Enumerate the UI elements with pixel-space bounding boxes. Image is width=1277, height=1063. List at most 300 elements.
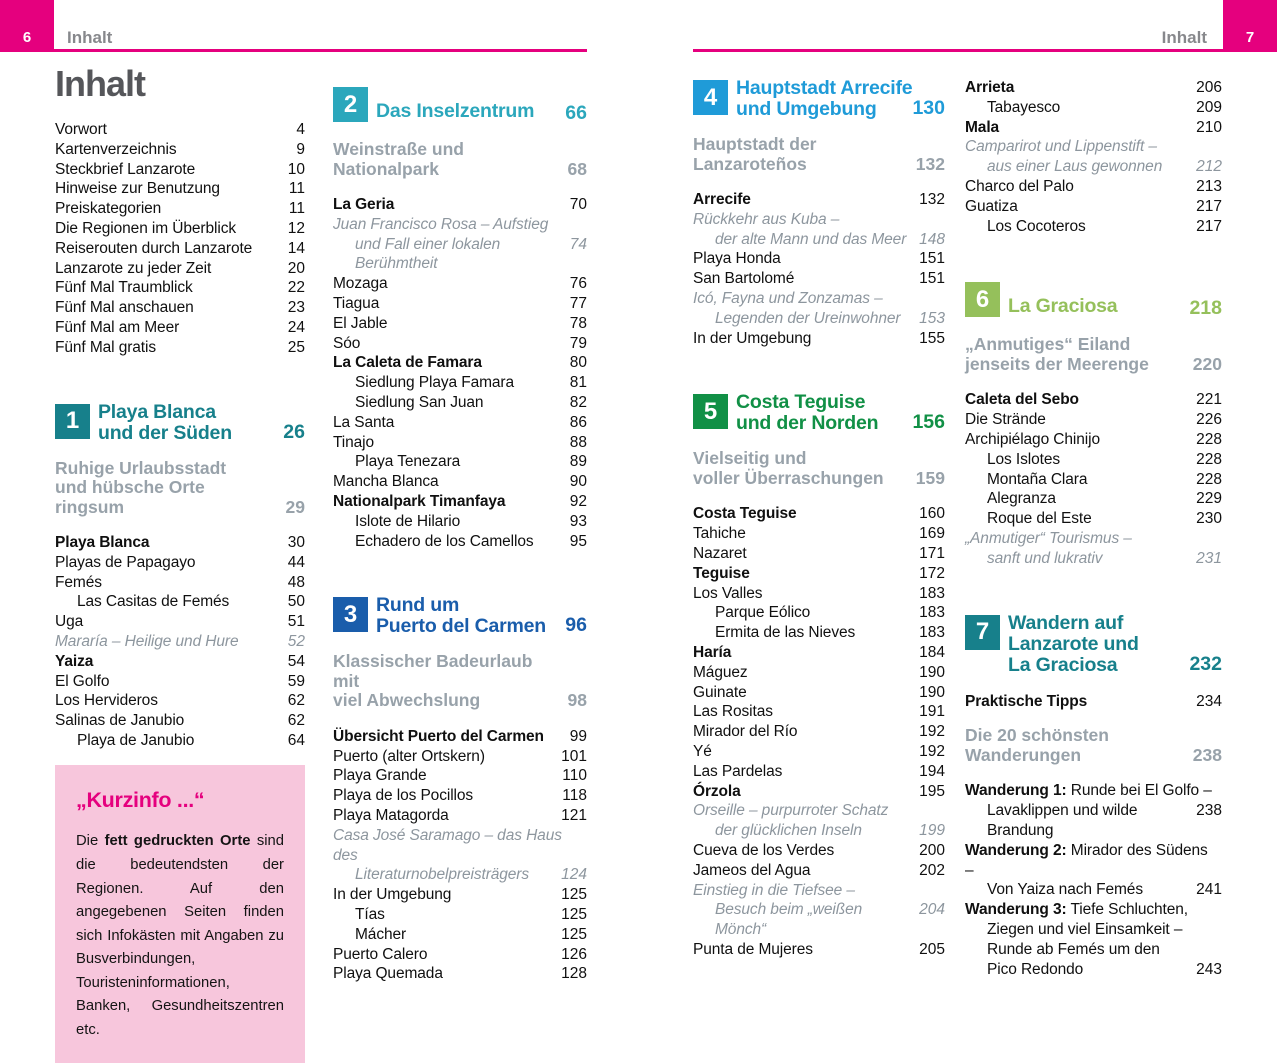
toc-entry-text: Ermita de las Nieves: [715, 624, 856, 642]
toc-entry-page: 25: [287, 338, 305, 356]
toc-entry-label: [965, 78, 1190, 98]
toc-entry-text: der alte Mann und das Meer: [715, 230, 907, 248]
toc-entry-text: Yaiza: [55, 652, 94, 670]
section-page: 26: [283, 420, 305, 443]
toc-entry: [965, 177, 1222, 197]
section-title-line: Costa Teguise: [736, 391, 866, 414]
toc-entry-page: 70: [569, 196, 587, 213]
toc-entry-page: 10: [287, 160, 305, 178]
toc-entry-page: [939, 289, 945, 309]
toc-entry-text: Nationalpark Timanfaya: [333, 492, 506, 510]
toc-entry-text: In der Umgebung: [693, 329, 812, 347]
toc-entry-label: [55, 573, 282, 593]
toc-entry-label: [693, 309, 913, 329]
toc-entry-text: Jameos del Agua: [693, 861, 811, 879]
toc-entry-label: [333, 826, 581, 866]
toc-entry: [333, 472, 587, 492]
section-title-line: Das Inselzentrum: [376, 100, 535, 122]
toc-entry-page: 95: [569, 532, 587, 550]
toc-entry-text: Preiskategorien: [55, 200, 162, 218]
toc-column-1: [55, 60, 305, 1063]
toc-entry: [55, 298, 305, 318]
section-heading: [965, 280, 1222, 320]
toc-entry-label: [693, 643, 913, 663]
toc-entry-page: 217: [1196, 217, 1222, 235]
toc-entry: [333, 512, 587, 532]
toc-entry-label: [965, 470, 1190, 490]
toc-entry-page: 14: [287, 239, 305, 257]
toc-entry-page: 191: [919, 703, 945, 721]
section-subtitle-line: Hauptstadt der Lanzaroteños: [693, 134, 817, 174]
toc-entry-text: Punta de Mujeres: [693, 940, 813, 958]
toc-entry-page: 210: [1196, 118, 1222, 136]
toc-entry-label: [55, 711, 282, 731]
section-subtitle: [965, 335, 1222, 374]
toc-entry-page: 153: [919, 309, 945, 327]
toc-entry: [965, 509, 1222, 529]
section-page: 96: [565, 614, 587, 637]
toc-entry-page: 229: [1196, 490, 1222, 508]
section-number-box: [333, 597, 368, 632]
toc-entry-label: [333, 786, 556, 806]
toc-entry-page: 190: [919, 663, 945, 681]
toc-entry-label: [965, 509, 1190, 529]
toc-entry-label: [693, 663, 913, 683]
section-page: 232: [1189, 652, 1222, 675]
toc-entry-text: Legenden der Ureinwohner: [715, 309, 901, 327]
toc-entry-label: [55, 160, 282, 180]
toc-entry-label: [333, 373, 564, 393]
toc-entry-text: Puerto (alter Ortskern): [333, 747, 485, 765]
toc-entry-label: [693, 742, 913, 762]
toc-entry-page: 199: [919, 822, 945, 840]
toc-entry-page: 241: [1196, 881, 1222, 899]
toc-entry-label: [693, 329, 913, 349]
toc-entry: [333, 274, 587, 294]
toc-entry-page: 11: [288, 200, 305, 218]
toc-entry-label: [965, 692, 1190, 712]
page-number-box-left: [0, 0, 54, 52]
toc-entry-label: [693, 881, 939, 901]
toc-list: [55, 120, 305, 358]
toc-entry-page: [1216, 781, 1222, 801]
toc-entry: [693, 603, 945, 623]
toc-entry-page: 183: [919, 604, 945, 622]
toc-entry-text: Los Hervideros: [55, 692, 158, 710]
toc-entry-label: [55, 278, 282, 298]
toc-entry-page: 221: [1196, 391, 1222, 409]
section-subtitle: [333, 652, 587, 711]
toc-entry-page: [1216, 529, 1222, 549]
toc-list: [965, 781, 1222, 979]
toc-entry-page: [939, 210, 945, 230]
toc-entry-text: Fünf Mal am Meer: [55, 318, 180, 336]
section-heading: [333, 85, 587, 125]
toc-entry-text: Mirador del Río: [693, 723, 798, 741]
toc-entry-page: 90: [569, 473, 587, 491]
toc-entry-label: [693, 623, 913, 643]
toc-entry-label: [333, 806, 555, 826]
toc-entry-label: [693, 603, 913, 623]
toc-entry: [965, 98, 1222, 118]
toc-entry: [55, 140, 305, 160]
toc-entry-text: Sóo: [333, 334, 361, 352]
toc-entry-label: [693, 190, 913, 210]
toc-entry: [55, 160, 305, 180]
toc-column-2: [333, 85, 587, 984]
toc-entry-text: Archipiélago Chinijo: [965, 430, 1100, 448]
toc-entry-label: [333, 747, 555, 767]
section-title: [376, 595, 587, 637]
toc-entry-text: Playa de Janubio: [77, 732, 195, 750]
toc-entry-page: 22: [287, 279, 305, 297]
toc-entry-page: 228: [1196, 470, 1222, 488]
toc-list: [965, 78, 1222, 236]
toc-entry-text: Einstieg in die Tiefsee –: [693, 881, 855, 899]
toc-entry-page: 217: [1196, 197, 1222, 215]
toc-entry-text: Juan Francisco Rosa – Aufstieg: [333, 215, 549, 233]
toc-entry-page: 121: [561, 807, 587, 825]
toc-entry: [55, 592, 305, 612]
toc-entry-text: Mancha Blanca: [333, 473, 439, 491]
toc-entry: [55, 632, 305, 652]
toc-entry-text: Salinas de Janubio: [55, 712, 185, 730]
toc-entry-page: 51: [287, 613, 305, 631]
toc-entry: [55, 278, 305, 298]
toc-list: [693, 504, 945, 959]
toc-entry-label: [965, 529, 1216, 549]
toc-entry: [693, 841, 945, 861]
toc-entry-label: [55, 672, 282, 692]
toc-entry-page: 80: [569, 354, 587, 372]
toc-entry-page: 125: [561, 886, 587, 904]
kurzinfo-body: [76, 830, 284, 1042]
toc-entry: [965, 841, 1222, 881]
toc-entry: [55, 553, 305, 573]
toc-entry-label: [55, 691, 282, 711]
toc-entry: [693, 584, 945, 604]
toc-entry-label: [55, 632, 282, 652]
toc-entry-page: 30: [287, 534, 305, 552]
toc-entry-text: aus einer Laus gewonnen: [987, 158, 1163, 176]
toc-entry-page: 86: [569, 413, 587, 431]
toc-list: [965, 390, 1222, 568]
toc-entry-page: [581, 826, 587, 866]
toc-entry-text: Guinate: [693, 683, 747, 701]
toc-entry-text: Tías: [355, 906, 385, 924]
toc-entry-page: 124: [561, 866, 587, 884]
toc-entry-page: [1216, 940, 1222, 960]
toc-entry-text: Costa Teguise: [693, 505, 797, 523]
toc-entry: [693, 702, 945, 722]
toc-entry-text: Mozaga: [333, 275, 388, 293]
toc-entry-page: 79: [569, 334, 587, 352]
toc-entry-label: [55, 338, 282, 358]
toc-entry-text: Fünf Mal anschauen: [55, 299, 194, 317]
toc-entry-label: [693, 782, 913, 802]
toc-entry-text: La Geria: [333, 196, 395, 213]
toc-entry-page: 11: [288, 180, 305, 198]
toc-entry-text: Playa Quemada: [333, 965, 443, 983]
toc-entry-text: Tiagua: [333, 294, 380, 312]
toc-entry-page: [939, 881, 945, 901]
toc-entry: [693, 940, 945, 960]
toc-entry-text: Cueva de los Verdes: [693, 841, 835, 859]
toc-entry-text: Casa José Saramago – das Haus des: [333, 826, 562, 864]
toc-entry-label: [333, 274, 564, 294]
toc-entry: [693, 762, 945, 782]
toc-entry-label: [333, 512, 564, 532]
toc-entry: [965, 217, 1222, 237]
section-title-line: La Graciosa: [1008, 653, 1118, 676]
toc-entry-page: 125: [561, 925, 587, 943]
toc-list: [333, 727, 587, 984]
toc-entry-label: [55, 731, 282, 751]
toc-entry-page: 206: [1196, 79, 1222, 96]
toc-entry-label: [693, 900, 913, 940]
toc-entry-label: [333, 766, 556, 786]
toc-entry: [965, 390, 1222, 410]
toc-entry-text: Orseille – purpurroter Schatz: [693, 802, 889, 820]
toc-entry-label: [965, 118, 1190, 138]
toc-entry: [333, 786, 587, 806]
toc-entry: [55, 612, 305, 632]
toc-entry-label: [55, 140, 290, 160]
toc-entry-text: Lanzarote zu jeder Zeit: [55, 259, 212, 277]
section-title-line: Rund um: [376, 594, 460, 617]
toc-entry-text: Literaturnobelpreisträgers: [355, 866, 530, 884]
kurzinfo-box: [55, 765, 305, 1063]
toc-entry: [693, 623, 945, 643]
toc-entry-text: Playas de Papagayo: [55, 553, 196, 571]
toc-entry: [55, 120, 305, 140]
toc-list: [333, 195, 587, 551]
toc-entry-label: [333, 945, 555, 965]
header-rule-right: [693, 49, 1277, 52]
toc-entry: [693, 881, 945, 901]
toc-entry-text: San Bartolomé: [693, 270, 795, 288]
toc-entry-text: Mácher: [355, 925, 407, 943]
toc-entry-label: [55, 592, 282, 612]
toc-entry-label: [693, 564, 913, 584]
toc-entry-label: [965, 430, 1190, 450]
toc-entry-page: 52: [287, 633, 305, 651]
toc-entry-label: [693, 210, 939, 230]
toc-entry: [333, 452, 587, 472]
toc-entry-page: 62: [287, 712, 305, 730]
toc-entry: [965, 920, 1222, 940]
kurzinfo-body-segment: fett gedruckten Orte: [104, 833, 251, 850]
toc-entry-label: [333, 393, 564, 413]
toc-entry: [965, 410, 1222, 430]
toc-entry-page: 24: [287, 318, 305, 336]
toc-entry: [55, 672, 305, 692]
toc-entry-page: 190: [919, 683, 945, 701]
toc-entry: [333, 727, 587, 747]
toc-entry-label: [55, 652, 282, 672]
toc-entry-label: [693, 524, 913, 544]
toc-entry-page: 54: [287, 652, 305, 670]
toc-entry-text: Praktische Tipps: [965, 692, 1088, 710]
toc-entry-label: [693, 230, 913, 250]
toc-entry: [333, 393, 587, 413]
section-subtitle-line: jenseits der Meerenge: [965, 353, 1149, 374]
running-header-left: Inhalt: [67, 28, 113, 47]
toc-entry-text: Camparirot und Lippenstift –: [965, 138, 1157, 156]
section-heading: [333, 595, 587, 637]
toc-entry-page: 12: [287, 219, 305, 237]
toc-entry-label: [693, 940, 913, 960]
toc-entry-page: 234: [1196, 692, 1222, 710]
toc-entry-page: 194: [919, 762, 945, 780]
toc-entry-text: Besuch beim „weißen Mönch“: [715, 901, 863, 939]
toc-entry-text: Echadero de los Camellos: [355, 532, 534, 550]
toc-entry: [693, 544, 945, 564]
toc-entry-page: 204: [919, 901, 945, 919]
toc-entry-page: 200: [919, 841, 945, 859]
toc-entry-text: Caleta del Sebo: [965, 391, 1079, 409]
toc-entry: [55, 652, 305, 672]
toc-entry-page: [1216, 841, 1222, 881]
toc-entry: [333, 235, 587, 275]
section-subtitle-page: 159: [915, 467, 945, 488]
toc-entry-text: Tiefe Schluchten,: [1066, 901, 1188, 919]
toc-entry-text: Charco del Palo: [965, 177, 1074, 195]
toc-entry: [693, 663, 945, 683]
toc-entry-page: 228: [1196, 450, 1222, 468]
toc-entry-label: [333, 885, 555, 905]
toc-entry-label: [333, 905, 555, 925]
section-title-line: und der Süden: [98, 421, 232, 444]
toc-entry-text: Alegranza: [987, 490, 1056, 508]
toc-entry-label: [693, 762, 913, 782]
toc-entry-page: 184: [919, 643, 945, 661]
section-number: 5: [703, 397, 718, 425]
toc-entry-text: Nazaret: [693, 544, 747, 562]
toc-entry-label: [333, 433, 564, 453]
toc-entry-label: [693, 841, 913, 861]
toc-entry: [965, 880, 1222, 900]
section-number: 1: [65, 407, 80, 435]
toc-entry-text: La Santa: [333, 413, 395, 431]
toc-entry: [55, 259, 305, 279]
toc-entry-label: [965, 801, 1190, 841]
toc-entry-text: Runde bei El Golfo –: [1066, 782, 1212, 800]
section-subtitle: [693, 135, 945, 174]
toc-entry: [693, 269, 945, 289]
toc-entry: [55, 219, 305, 239]
toc-entry-page: [1216, 900, 1222, 920]
toc-entry-page: [1216, 137, 1222, 157]
toc-entry: [55, 318, 305, 338]
section-heading: [693, 78, 945, 120]
toc-entry-text: Haría: [693, 643, 732, 661]
section-number: 2: [343, 90, 358, 118]
toc-entry-text: Steckbrief Lanzarote: [55, 160, 196, 178]
toc-entry-text: Mararía – Heilige und Hure: [55, 633, 239, 651]
toc-entry-page: 151: [919, 250, 945, 268]
toc-entry-page: 228: [1196, 430, 1222, 448]
toc-entry: [55, 711, 305, 731]
toc-entry: [333, 964, 587, 984]
section-subtitle-page: 132: [915, 153, 945, 174]
toc-entry: [693, 329, 945, 349]
toc-entry-page: 99: [569, 727, 587, 745]
page-number-left: 6: [22, 29, 32, 46]
toc-entry-text: Arrieta: [965, 79, 1015, 96]
toc-entry-page: 209: [1196, 98, 1222, 116]
toc-entry: [693, 821, 945, 841]
toc-entry-text: Montaña Clara: [987, 470, 1088, 488]
section-subtitle-page: 220: [1192, 353, 1222, 374]
section-number-box: [693, 394, 728, 429]
section-subtitle-line: Weinstraße und Nationalpark: [333, 139, 464, 179]
toc-entry-text: Playa Honda: [693, 250, 781, 268]
toc-entry-page: 155: [919, 329, 945, 347]
toc-entry-label: [965, 960, 1190, 980]
section-subtitle-line: viel Abwechslung: [333, 690, 481, 711]
toc-entry-page: 160: [919, 505, 945, 523]
toc-entry-page: 183: [919, 584, 945, 602]
toc-entry: [693, 249, 945, 269]
toc-entry-page: 101: [561, 747, 587, 765]
section-title-line: und der Norden: [736, 412, 879, 435]
toc-entry-label: [55, 533, 282, 553]
toc-entry-page: [1216, 920, 1222, 940]
toc-entry-page: 243: [1196, 960, 1222, 978]
contents-title: Inhalt: [55, 63, 145, 104]
toc-entry-text: Puerto Calero: [333, 945, 428, 963]
toc-entry: [333, 826, 587, 866]
toc-entry-page: 62: [287, 692, 305, 710]
toc-entry: [55, 338, 305, 358]
toc-entry-text: Fünf Mal gratis: [55, 338, 157, 356]
toc-entry: [693, 210, 945, 230]
toc-entry-text: Tinajo: [333, 433, 375, 451]
toc-entry-page: 118: [562, 787, 587, 805]
toc-entry-label: [55, 298, 282, 318]
toc-entry-label: [333, 235, 564, 275]
toc-entry-page: 192: [919, 742, 945, 760]
toc-entry: [333, 492, 587, 512]
toc-entry: [333, 334, 587, 354]
toc-entry-text: Los Islotes: [987, 450, 1060, 468]
toc-entry: [333, 433, 587, 453]
header-rule-left: [0, 49, 587, 52]
toc-entry-page: 48: [287, 573, 305, 591]
toc-entry-label: [965, 98, 1190, 118]
toc-entry: [55, 573, 305, 593]
toc-entry: [693, 564, 945, 584]
section-heading: [693, 392, 945, 434]
toc-entry-label: [55, 199, 283, 219]
toc-entry-page: 82: [569, 393, 587, 411]
toc-entry-label: [693, 702, 913, 722]
toc-entry-label: [965, 157, 1190, 177]
toc-entry-text: Kartenverzeichnis: [55, 140, 177, 158]
toc-entry: [693, 861, 945, 881]
toc-entry-text: Los Valles: [693, 584, 763, 602]
toc-entry-label: [333, 964, 555, 984]
toc-entry-text: der glücklichen Inseln: [715, 822, 862, 840]
toc-entry: [693, 900, 945, 940]
toc-entry-label: [693, 269, 913, 289]
toc-entry-page: 192: [919, 723, 945, 741]
section-subtitle-line: Vielseitig und: [693, 448, 807, 469]
section-title-line: Playa Blanca: [98, 400, 216, 423]
toc-entry-page: 169: [919, 525, 945, 543]
toc-entry-text: Übersicht Puerto del Carmen: [333, 727, 544, 745]
